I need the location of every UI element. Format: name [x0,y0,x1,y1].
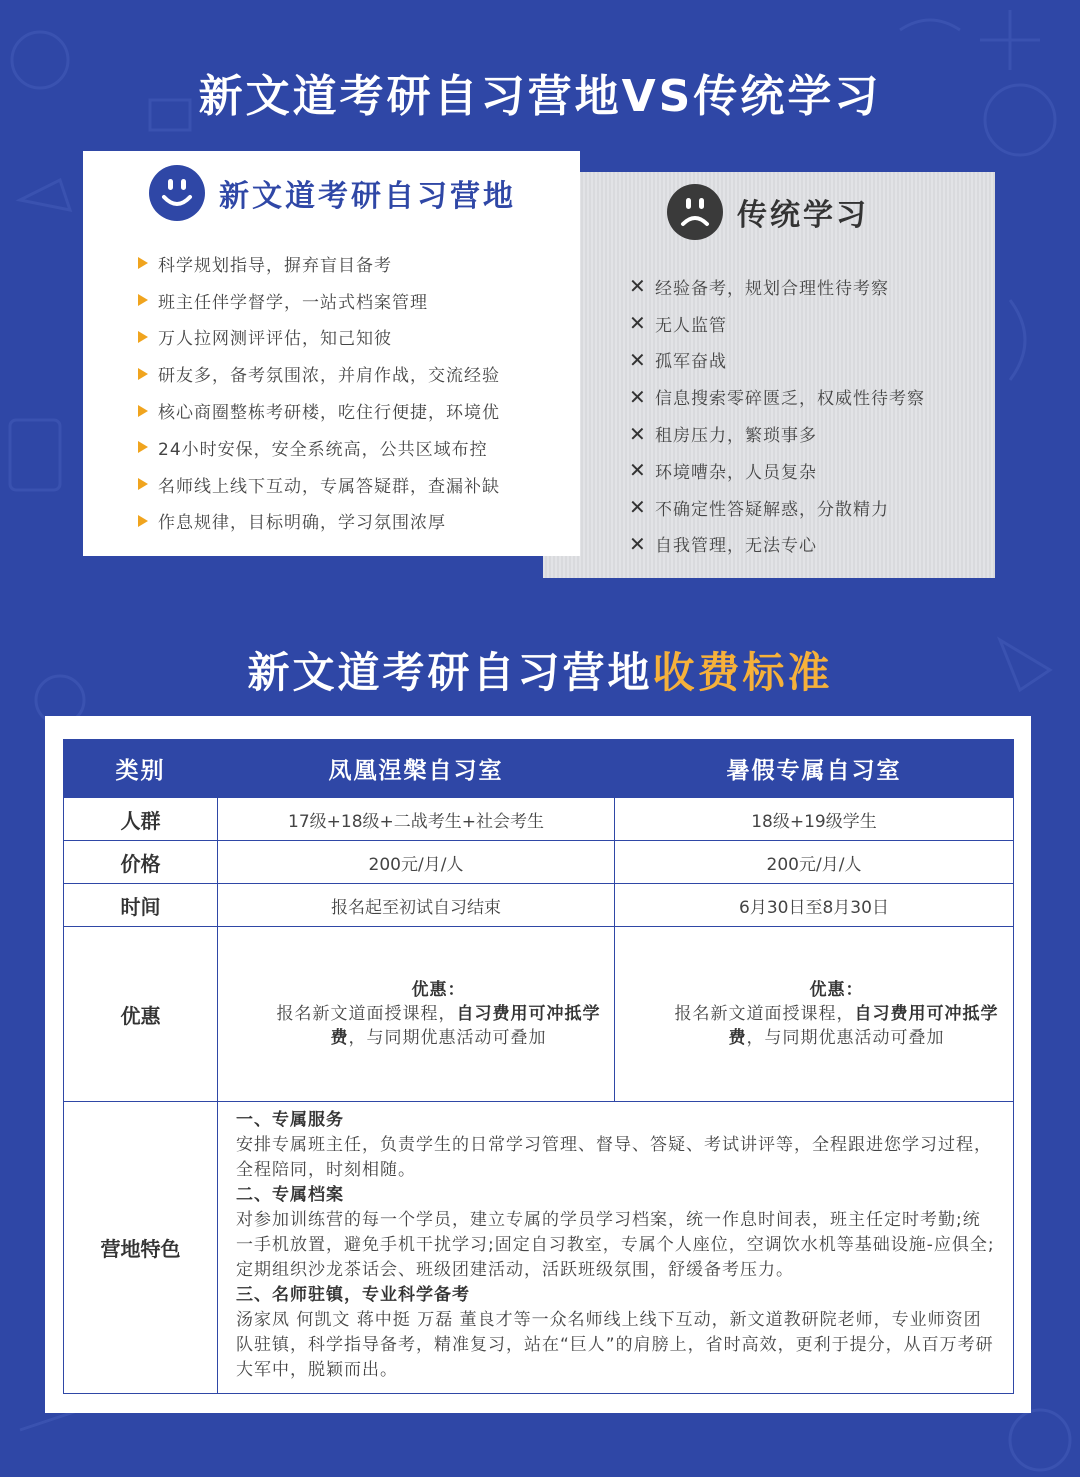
row-label: 价格 [64,841,218,884]
table-cell: 17级+18级+二战考生+社会考生 [218,798,615,841]
traditional-card [543,172,995,578]
bullet-triangle-icon [138,441,148,453]
pricing-heading-accent: 收费标准 [652,648,833,697]
table-cell: 200元/月/人 [218,841,615,884]
cross-icon: ✕ [629,311,647,336]
feature-text: 对参加训练营的每一个学员，建立专属的学员学习档案，统一作息时间表，班主任定时考勤;统一手机放置，避免手机干扰学习;固定自习教室，专属个人座位，空调饮水机等基础设施-应俱全;定期组织沙龙茶话会、班级团建活动，活跃班级氛围，舒缓备考压力。 [236,1210,995,1280]
feature-title: 二、专属档案 [236,1185,344,1205]
camp-card-title: 新文道考研自习营地 [219,179,516,214]
cross-icon: ✕ [629,274,647,299]
table-row [64,927,1014,1102]
list-item: ✕ 不确定性答疑解惑，分散精力 [629,495,889,520]
pricing-panel [45,716,1031,1413]
cross-icon: ✕ [629,531,647,556]
header-phoenix-room: 凤凰涅槃自习室 [218,740,615,798]
feature-title: 一、专属服务 [236,1110,344,1130]
sad-face-icon [667,184,723,240]
cross-icon: ✕ [629,495,647,520]
cross-icon: ✕ [629,421,647,446]
bullet-triangle-icon [138,368,148,380]
bullet-triangle-icon [138,294,148,306]
pricing-table [63,739,1014,1394]
bullet-triangle-icon [138,405,148,417]
list-item: ✕ 经验备考，规划合理性待考察 [629,274,889,299]
traditional-drawbacks-list [629,268,925,562]
list-item: ✕ 孤军奋战 [629,347,727,373]
list-item: ✕ 无人监管 [629,311,727,336]
table-row [64,841,1014,884]
row-label: 时间 [64,884,218,927]
camp-card-header [149,165,516,221]
row-label: 营地特色 [64,1102,218,1394]
comparison-heading: 新文道考研自习营地VS传统学习 [198,71,882,122]
list-item: 万人拉网测评评估，知己知彼 [138,319,500,356]
list-item: 班主任伴学督学，一站式档案管理 [138,282,500,319]
discount-cell: 优惠： 报名新文道面授课程，自习费用可冲抵学费，与同期优惠活动可叠加 [615,927,1014,1102]
pricing-heading-main: 新文道考研自习营地 [247,648,653,697]
table-header-row [64,740,1014,798]
pricing-heading [0,640,1080,700]
list-item: ✕ 信息搜索零碎匮乏，权威性待考察 [629,384,925,410]
table-row [64,798,1014,841]
header-summer-room: 暑假专属自习室 [615,740,1014,798]
row-label: 优惠 [64,927,218,1102]
feature-text: 安排专属班主任，负责学生的日常学习管理、督导、答疑、考试讲评等，全程跟进您学习过程，全程陪同，时刻相随。 [236,1135,992,1180]
traditional-card-title: 传统学习 [737,198,869,233]
cross-icon: ✕ [629,347,647,372]
row-label: 人群 [64,798,218,841]
table-row [64,1102,1014,1394]
table-cell: 200元/月/人 [615,841,1014,884]
bullet-triangle-icon [138,331,148,343]
list-item: 核心商圈整栋考研楼，吃住行便捷，环境优 [138,392,500,429]
bullet-triangle-icon [138,515,148,527]
cross-icon: ✕ [629,458,647,483]
list-item: 24小时安保，安全系统高，公共区域布控 [138,429,500,466]
table-cell: 6月30日至8月30日 [615,884,1014,927]
list-item: ✕ 自我管理，无法专心 [629,531,817,557]
header-category: 类别 [64,740,218,798]
feature-text: 汤家凤 何凯文 蒋中挺 万磊 董良才等一众名师线上线下互动，新文道教研院老师，专业师资团队驻镇，科学指导备考，精准复习，站在“巨人”的肩膀上，省时高效，更利于提分，从百万考研大军中，脱颖而出。 [236,1310,994,1380]
camp-card [83,151,580,556]
table-row [64,884,1014,927]
cross-icon: ✕ [629,384,647,409]
list-item: ✕ 环境嘈杂，人员复杂 [629,458,817,483]
smiley-face-icon [149,165,205,221]
table-cell: 18级+19级学生 [615,798,1014,841]
list-item: ✕ 租房压力，繁琐事多 [629,421,817,447]
camp-advantages-list [138,245,500,539]
feature-title: 三、名师驻镇，专业科学备考 [236,1285,470,1305]
list-item: 科学规划指导，摒弃盲目备考 [138,245,500,282]
list-item: 研友多，备考氛围浓，并肩作战，交流经验 [138,355,500,392]
list-item: 名师线上线下互动，专属答疑群，查漏补缺 [138,466,500,503]
discount-cell: 优惠： 报名新文道面授课程，自习费用可冲抵学费，与同期优惠活动可叠加 [218,927,615,1102]
table-cell: 报名起至初试自习结束 [218,884,615,927]
features-cell [218,1102,1014,1394]
list-item: 作息规律，目标明确，学习氛围浓厚 [138,503,500,540]
traditional-card-header [667,184,869,240]
bullet-triangle-icon [138,478,148,490]
bullet-triangle-icon [138,257,148,269]
